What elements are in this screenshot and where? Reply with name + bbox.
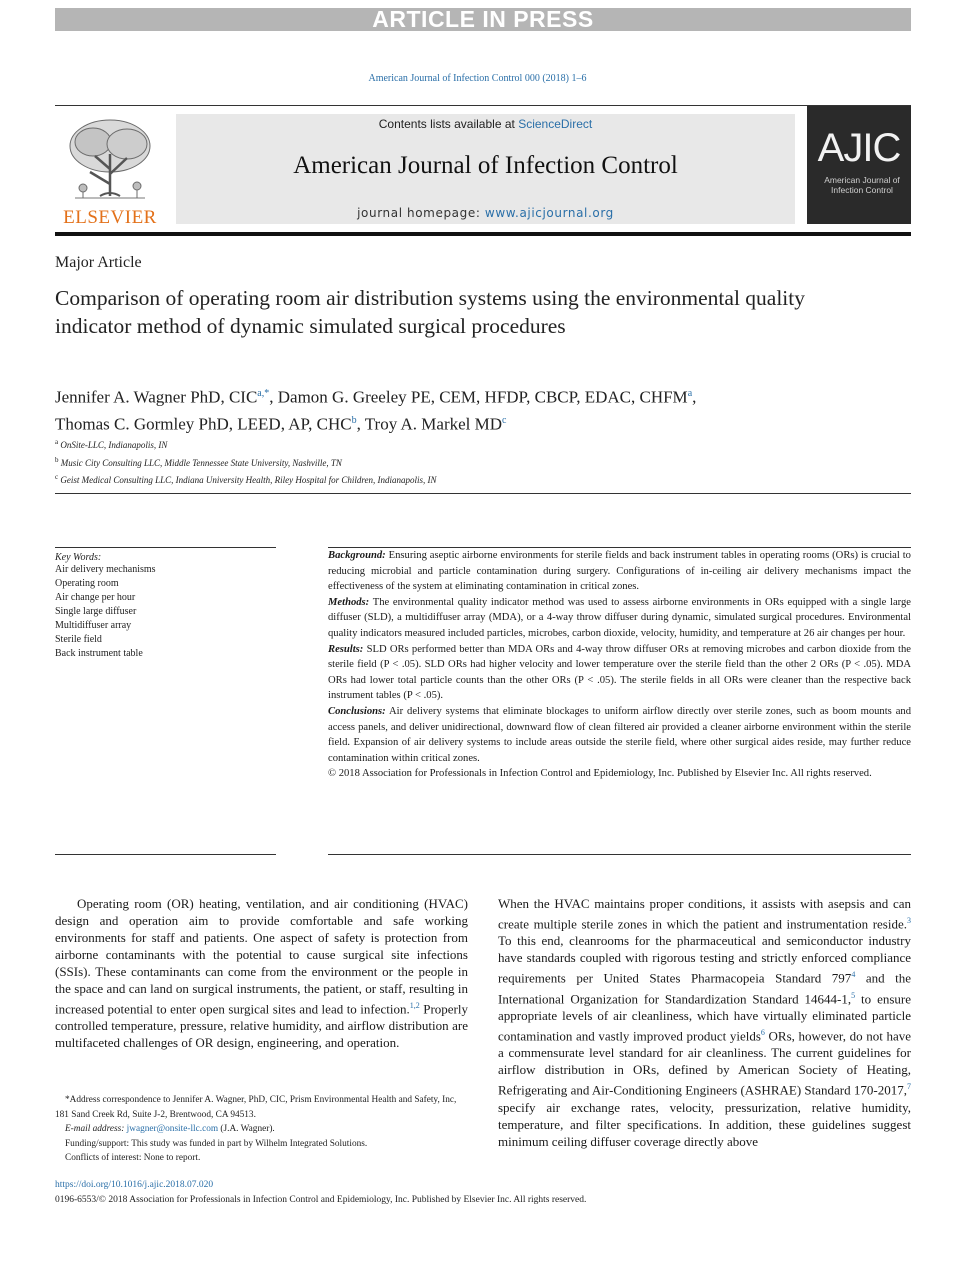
ajic-cover-acronym: AJIC — [817, 126, 901, 170]
author-name: Troy A. Markel MD — [364, 414, 503, 434]
abstract-label: Conclusions: — [328, 705, 386, 717]
keywords-rule-bottom — [55, 854, 276, 855]
keyword-item: Operating room — [55, 578, 119, 589]
body-text: When the HVAC maintains proper conditions, it assists with asepsis and can create multiple sterile zones in which the patient and instrumentation reside. — [498, 896, 911, 932]
abstract-label: Results: — [328, 643, 364, 655]
homepage-prefix: journal homepage: — [357, 206, 481, 220]
affiliation-mark: a — [55, 438, 59, 446]
ajic-cover-subtitle: American Journal of Infection Control — [824, 175, 900, 195]
elsevier-wordmark: ELSEVIER — [63, 207, 157, 228]
author-separator: , — [692, 387, 697, 407]
keyword-item: Multidiffuser array — [55, 620, 132, 631]
citation-link[interactable]: 5 — [851, 990, 856, 1000]
footnote-email — [55, 1122, 468, 1137]
body-text: Properly controlled temperature, pressure, relative humidity, and airflow distribution are multifaceted challenges of OR design, engineering, and operation. — [55, 1001, 468, 1051]
affiliation-mark: b — [55, 455, 59, 464]
citation-link[interactable]: 6 — [760, 1027, 765, 1037]
abstract-results — [328, 642, 911, 704]
article-type-label: Major Article — [55, 254, 142, 271]
abstract-text: SLD ORs performed better than MDA ORs and 4-way throw diffuser ORs at removing microbes and carbon dioxide from the sterile field (P < .05). SLD ORs had higher velocity and lower temperature over the sterile field than the other 2 ORs (P < .05). MDA ORs had lower total particle counts than the other ORs (P < .05). The sterile fields in all ORs were cleaner than the respective back instrument tables (P < .05). — [328, 643, 911, 702]
abstract-text: Air delivery systems that eliminate blockages to uniform airflow directly over sterile zones, such as boom mounts and access panels, and deliver unidirectional, downward flow of clean filtered air provided a cleaner airborne environment within the sterile field. Expansion of air delivery systems to include areas outside the sterile field, where other surgical aides reside, may further reduce contamination within critical zones. — [328, 705, 911, 764]
keyword-item: Back instrument table — [55, 648, 143, 659]
journal-homepage-line — [176, 206, 795, 220]
abstract-label: Methods: — [328, 596, 370, 608]
affiliation-item — [55, 435, 437, 453]
author-affil-link[interactable]: a,* — [257, 388, 270, 399]
contents-available-line — [176, 117, 795, 131]
citation-link[interactable]: 4 — [851, 970, 856, 980]
keywords-box — [55, 548, 276, 661]
citation-link[interactable]: 3 — [907, 916, 911, 925]
affiliation-text: OnSite-LLC, Indianapolis, IN — [60, 440, 168, 450]
body-column-right — [498, 895, 911, 1150]
author-name: Thomas C. Gormley PhD, LEED, AP, CHC — [55, 414, 352, 434]
keyword-item: Air delivery mechanisms — [55, 564, 156, 575]
footnote-funding: Funding/support: This study was funded in part by Wilhelm Integrated Solutions. — [65, 1138, 368, 1149]
journal-citation-link[interactable]: American Journal of Infection Control 000 (2018) 1–6 — [368, 73, 587, 84]
header-rule-bottom — [55, 493, 911, 494]
header-rule-top — [55, 105, 911, 106]
abstract-methods — [328, 595, 911, 642]
issn-copyright-line: 0196-6553/© 2018 Association for Professionals in Infection Control and Epidemiology, Inc. Published by Elsevier Inc. All rights reserved. — [55, 1195, 587, 1205]
body-text: to ensure appropriate levels of air cleanliness, which have virtually eliminated particle contamination and vastly improved product yields — [498, 990, 912, 1044]
keyword-item: Single large diffuser — [55, 606, 137, 617]
doi-link[interactable]: https://doi.org/10.1016/j.ajic.2018.07.020 — [55, 1180, 214, 1190]
abstract-conclusions — [328, 704, 911, 766]
author-separator: , — [269, 387, 278, 407]
affiliation-list — [55, 435, 437, 488]
body-text: Operating room (OR) heating, ventilation, and air conditioning (HVAC) design and operation aim to provide comfortable and safe working environments for staff and patients. One aspect of safety is protection from airborne contaminants with the potential to cause surgical site infections (SSIs). These contaminants can come from the environment or the people in the space and can land on surgical instruments, the patient, or staff, resulting in increased potential to enter open surgical sites and lead to infection. — [55, 896, 468, 1017]
abstract — [328, 548, 911, 782]
author-name: Damon G. Greeley PE, CEM, HFDP, CBCP, EDAC, CHFM — [277, 387, 688, 407]
sciencedirect-link[interactable]: ScienceDirect — [518, 117, 593, 131]
body-text: ORs, however, do not have a commensurate level standard for air cleanliness. The current guidelines for airflow distribution in ORs, defined by American Society of Heating, Refrigerating and Air-Conditioning Engineers (ASHRAE) Standard 170-2017, — [498, 1028, 911, 1098]
footnote-address: *Address correspondence to Jennifer A. Wagner, PhD, CIC, Prism Environmental Health and Safety, Inc, 181 Sand Creek Rd, Suite J-2, Brentwood, CA 94513. — [55, 1095, 457, 1120]
article-in-press-banner: ARTICLE IN PRESS — [55, 8, 911, 31]
author-affil-link[interactable]: b — [351, 414, 357, 426]
abstract-label: Background: — [328, 550, 386, 561]
affiliation-item — [55, 453, 437, 471]
journal-name: American Journal of Infection Control — [293, 152, 678, 179]
keyword-item: Sterile field — [55, 634, 102, 645]
affiliation-text: Music City Consulting LLC, Middle Tennessee State University, Nashville, TN — [60, 457, 342, 468]
email-link[interactable]: jwagner@onsite-llc.com — [126, 1124, 219, 1134]
contents-prefix: Contents lists available at — [378, 117, 515, 131]
abstract-copyright: © 2018 Association for Professionals in Infection Control and Epidemiology, Inc. Published by Elsevier Inc. All rights reserved. — [328, 768, 872, 780]
footnotes — [55, 1093, 468, 1166]
affiliation-mark: c — [55, 473, 59, 481]
body-text: To this end, cleanrooms for the pharmaceutical and semiconductor industry have standards coupled with rigorous testing and strictly enforced compliance requirements per United States Pharmacopeia Standard 797 — [498, 933, 911, 986]
body-paragraph — [55, 895, 468, 1051]
body-text: specify air exchange rates, velocity, pressurization, relative humidity, temperature, and filter specifications. In addition, these guidelines suggest minimum ceiling diffuser coverage directly above — [498, 1099, 911, 1149]
keyword-item: Air change per hour — [55, 592, 136, 603]
ajic-journal-cover — [807, 106, 911, 224]
affiliation-text: Geist Medical Consulting LLC, Indiana University Health, Riley Hospital for Children, Indianapolis, IN — [60, 475, 437, 485]
author-list — [55, 382, 911, 435]
journal-citation-header[interactable] — [0, 73, 955, 84]
author-affil-link[interactable]: a — [687, 388, 693, 399]
author-separator: , — [356, 414, 365, 434]
homepage-url-link[interactable]: www.ajicjournal.org — [484, 206, 614, 220]
email-label: E-mail address: — [65, 1124, 125, 1134]
abstract-rule-bottom — [328, 854, 911, 855]
abstract-text: The environmental quality indicator method was used to assess airborne environments in ORs equipped with a single large diffuser (SLD), a multidiffuser array (MDA), or a 4-way throw diffuser during dynamic, simulated surgical procedures. Environmental quality indicators measured included particles, microbes, carbon dioxide, velocity, humidity, and temperature at 26 air changes per hour. — [328, 596, 911, 639]
email-suffix: (J.A. Wagner). — [220, 1124, 275, 1134]
author-name: Jennifer A. Wagner PhD, CIC — [55, 387, 258, 407]
keywords-heading: Key Words: — [55, 552, 102, 563]
abstract-background — [328, 548, 911, 595]
body-paragraph — [498, 895, 911, 1150]
masthead-rule-thick — [55, 232, 911, 236]
abstract-text: Ensuring aseptic airborne environments for sterile fields and back instrument tables in operating rooms (ORs) is crucial to reducing microbial and particle contamination during surgery. Configurations of in-ceiling air delivery mechanisms impact the effectiveness of the system at eliminating contamination in critical zones. — [328, 550, 911, 593]
footnote-conflicts: Conflicts of interest: None to report. — [65, 1153, 201, 1163]
affiliation-item — [55, 470, 437, 488]
article-title: Comparison of operating room air distribution systems using the environmental quality indicator method of dynamic simulated surgical procedures — [55, 286, 806, 338]
journal-masthead — [176, 114, 795, 224]
author-affil-link[interactable]: c — [502, 414, 507, 426]
citation-link[interactable]: 1,2 — [409, 1001, 420, 1010]
body-text: and the International Organization for Standardization Standard 14644-1, — [498, 970, 911, 1006]
citation-link[interactable]: 7 — [907, 1082, 911, 1092]
body-column-left — [55, 895, 468, 1051]
